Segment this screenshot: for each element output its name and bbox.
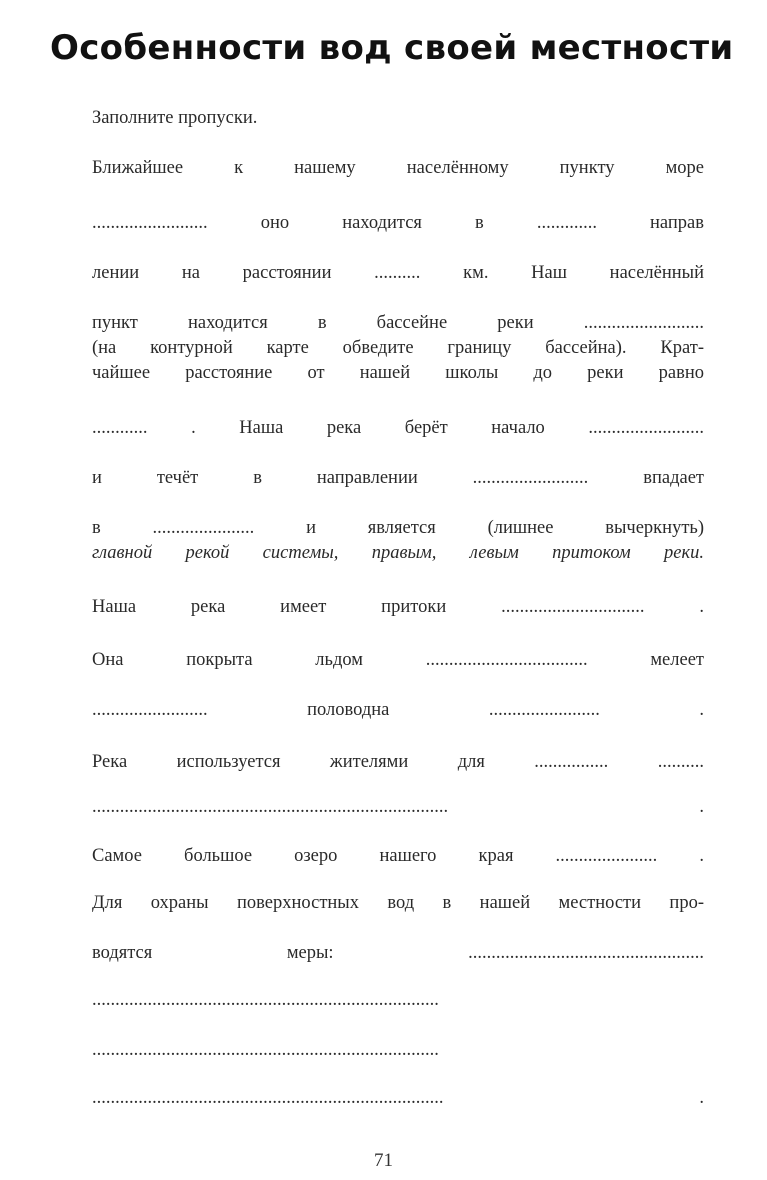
text-line-19: ........................................................................... — [92, 990, 439, 1010]
text-line-5: (на контурной карте обведите границу бассейна). Крат- — [92, 338, 704, 358]
text-line-13: ......................... половодна ........................ . — [92, 700, 704, 720]
text-line-2: ......................... оно находится в ............. направ — [92, 213, 704, 233]
instruction-text: Заполните пропуски. — [92, 108, 258, 128]
text-line-4: пункт находится в бассейне реки .......................... — [92, 313, 704, 333]
text-line-7: ............ . Наша река берёт начало ......................... — [92, 418, 704, 438]
text-line-15: ............................................................................. . — [92, 797, 704, 817]
text-line-14: Река используется жителями для ................ .......... — [92, 752, 704, 772]
text-line-12: Она покрыта льдом ................................... мелеет — [92, 650, 704, 670]
text-line-8: и течёт в направлении ......................... впадает — [92, 468, 704, 488]
text-line-21: ............................................................................ . — [92, 1088, 704, 1108]
text-line-9: в ...................... и является (лишнее вычеркнуть) — [92, 518, 704, 538]
text-line-10: главной рекой системы, правым, левым притоком реки. — [92, 543, 704, 563]
text-line-17: Для охраны поверхностных вод в нашей местности про- — [92, 893, 704, 913]
page-title: Особенности вод своей местности — [50, 28, 734, 68]
text-line-20: ........................................................................... — [92, 1040, 439, 1060]
text-line-1: Ближайшее к нашему населённому пункту море — [92, 158, 704, 178]
text-line-11: Наша река имеет притоки ............................... . — [92, 597, 704, 617]
page-number: 71 — [374, 1150, 393, 1171]
text-line-3: лении на расстоянии .......... км. Наш населённый — [92, 263, 704, 283]
text-line-18: водятся меры: ................................................... — [92, 943, 704, 963]
text-line-6: чайшее расстояние от нашей школы до реки равно — [92, 363, 704, 383]
text-line-16: Самое большое озеро нашего края ...................... . — [92, 846, 704, 866]
